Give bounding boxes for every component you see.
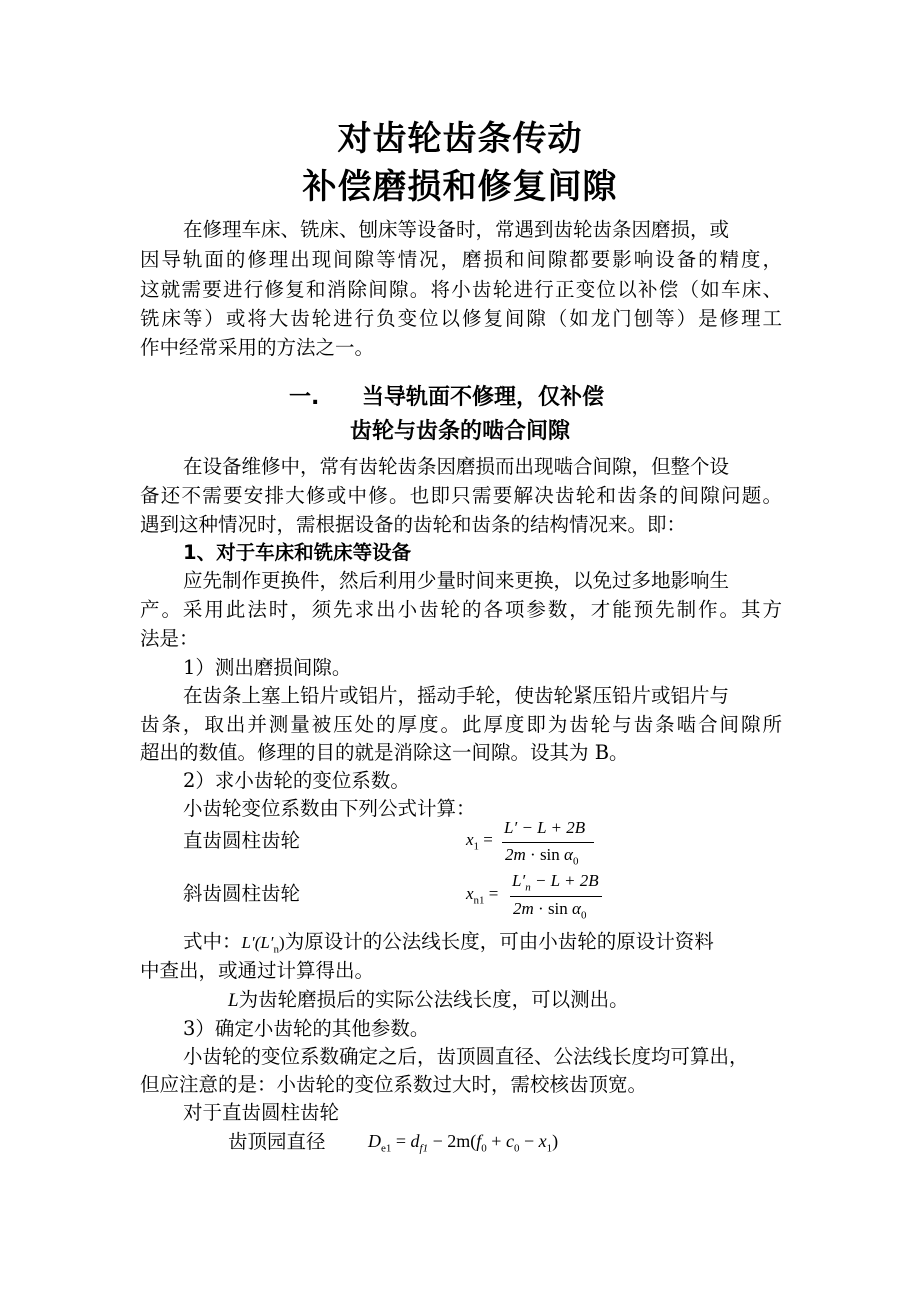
step-3: 3）确定小齿轮的其他参数。 bbox=[183, 1017, 430, 1040]
doc-title-line-2: 补偿磨损和修复间隙 bbox=[302, 167, 618, 207]
formula-1-numerator: L′ − L + 2B bbox=[504, 818, 586, 837]
step-2: 2）求小齿轮的变位系数。 bbox=[183, 769, 410, 792]
step-1: 1）测出磨损间隙。 bbox=[183, 656, 352, 679]
formula-1-lhs: $x_1$ = bbox=[466, 830, 493, 853]
where-line-3: L为齿轮磨损后的实际公法线长度，可以测出。 bbox=[228, 988, 629, 1011]
subsection-1-heading: 1、对于车床和铣床等设备 bbox=[183, 541, 412, 564]
para4-line-3: 超出的数值。修理的目的就是消除这一间隙。设其为 B。 bbox=[140, 741, 629, 764]
formula-3-label: 齿顶园直径 bbox=[228, 1130, 326, 1153]
intro-line-5: 作中经常采用的方法之一。 bbox=[140, 336, 375, 359]
para3-line-1: 应先制作更换件，然后利用少量时间来更换，以免过多地影响生 bbox=[183, 569, 730, 592]
formula-1-fraction-bar bbox=[502, 842, 594, 843]
para2-line-1: 在设备维修中，常有齿轮齿条因磨损而出现啮合间隙，但整个设 bbox=[183, 455, 730, 478]
formula-2-numerator: $L'_n - L + 2B$ bbox=[512, 871, 599, 894]
section-1-title-line-1: 当导轨面不修理，仅补偿 bbox=[362, 385, 605, 410]
spur-gear-heading: 对于直齿圆柱齿轮 bbox=[183, 1101, 340, 1124]
para4-line-2: 齿条，取出并测量被压处的厚度。此厚度即为齿轮与齿条啮合间隙所 bbox=[140, 713, 782, 736]
formula-1-denominator: $2m \cdot \sin \alpha_0$ bbox=[505, 845, 579, 868]
doc-title-line-1: 对齿轮齿条传动 bbox=[337, 119, 583, 159]
formula-2-label: 斜齿圆柱齿轮 bbox=[183, 882, 301, 905]
where-symbol: $L'(L'_n)$ bbox=[241, 933, 285, 956]
para2-line-2: 备还不需要安排大修或中修。也即只需要解决齿轮和齿条的间隙问题。 bbox=[140, 484, 782, 507]
para5-line-2: 但应注意的是：小齿轮的变位系数过大时，需校核齿顶宽。 bbox=[140, 1073, 648, 1096]
section-1-title-line-2: 齿轮与齿条的啮合间隙 bbox=[349, 419, 570, 444]
para3-line-3: 法是： bbox=[140, 627, 199, 650]
para2-line-3: 遇到这种情况时，需根据设备的齿轮和齿条的结构情况来。即： bbox=[140, 513, 687, 536]
where-line-1: 式中：$L'(L'_n)$为原设计的公法线长度，可由小齿轮的原设计资料 bbox=[183, 930, 714, 956]
where-line-2: 中查出，或通过计算得出。 bbox=[140, 959, 375, 982]
intro-line-4: 铣床等）或将大齿轮进行负变位以修复间隙（如龙门刨等）是修理工 bbox=[140, 307, 782, 330]
para5-line-1: 小齿轮的变位系数确定之后，齿顶圆直径、公法线长度均可算出， bbox=[183, 1045, 749, 1068]
section-1-number: 一. bbox=[289, 385, 320, 410]
intro-line-2: 因导轨面的修理出现间隙等情况，磨损和间隙都要影响设备的精度， bbox=[140, 248, 782, 271]
formula-2-denominator: $2m \cdot \sin \alpha_0$ bbox=[513, 899, 587, 922]
para4-line-1: 在齿条上塞上铅片或铝片，摇动手轮，使齿轮紧压铅片或铝片与 bbox=[183, 684, 730, 707]
intro-line-3: 这就需要进行修复和消除间隙。将小齿轮进行正变位以补偿（如车床、 bbox=[140, 278, 782, 301]
formula-1-label: 直齿圆柱齿轮 bbox=[183, 829, 301, 852]
formula-2-fraction-bar bbox=[510, 896, 602, 897]
formula-2-lhs: $x_{n1}$ = bbox=[466, 884, 499, 907]
intro-line-1: 在修理车床、铣床、刨床等设备时，常遇到齿轮齿条因磨损，或 bbox=[183, 218, 730, 241]
formula-3: $D_{e1} = d_{f1} - 2m(f_0 + c_0 - x_1)$ bbox=[368, 1131, 559, 1155]
para3-line-2: 产。采用此法时，须先求出小齿轮的各项参数，才能预先制作。其方 bbox=[140, 598, 782, 621]
formula-intro: 小齿轮变位系数由下列公式计算： bbox=[183, 797, 476, 820]
